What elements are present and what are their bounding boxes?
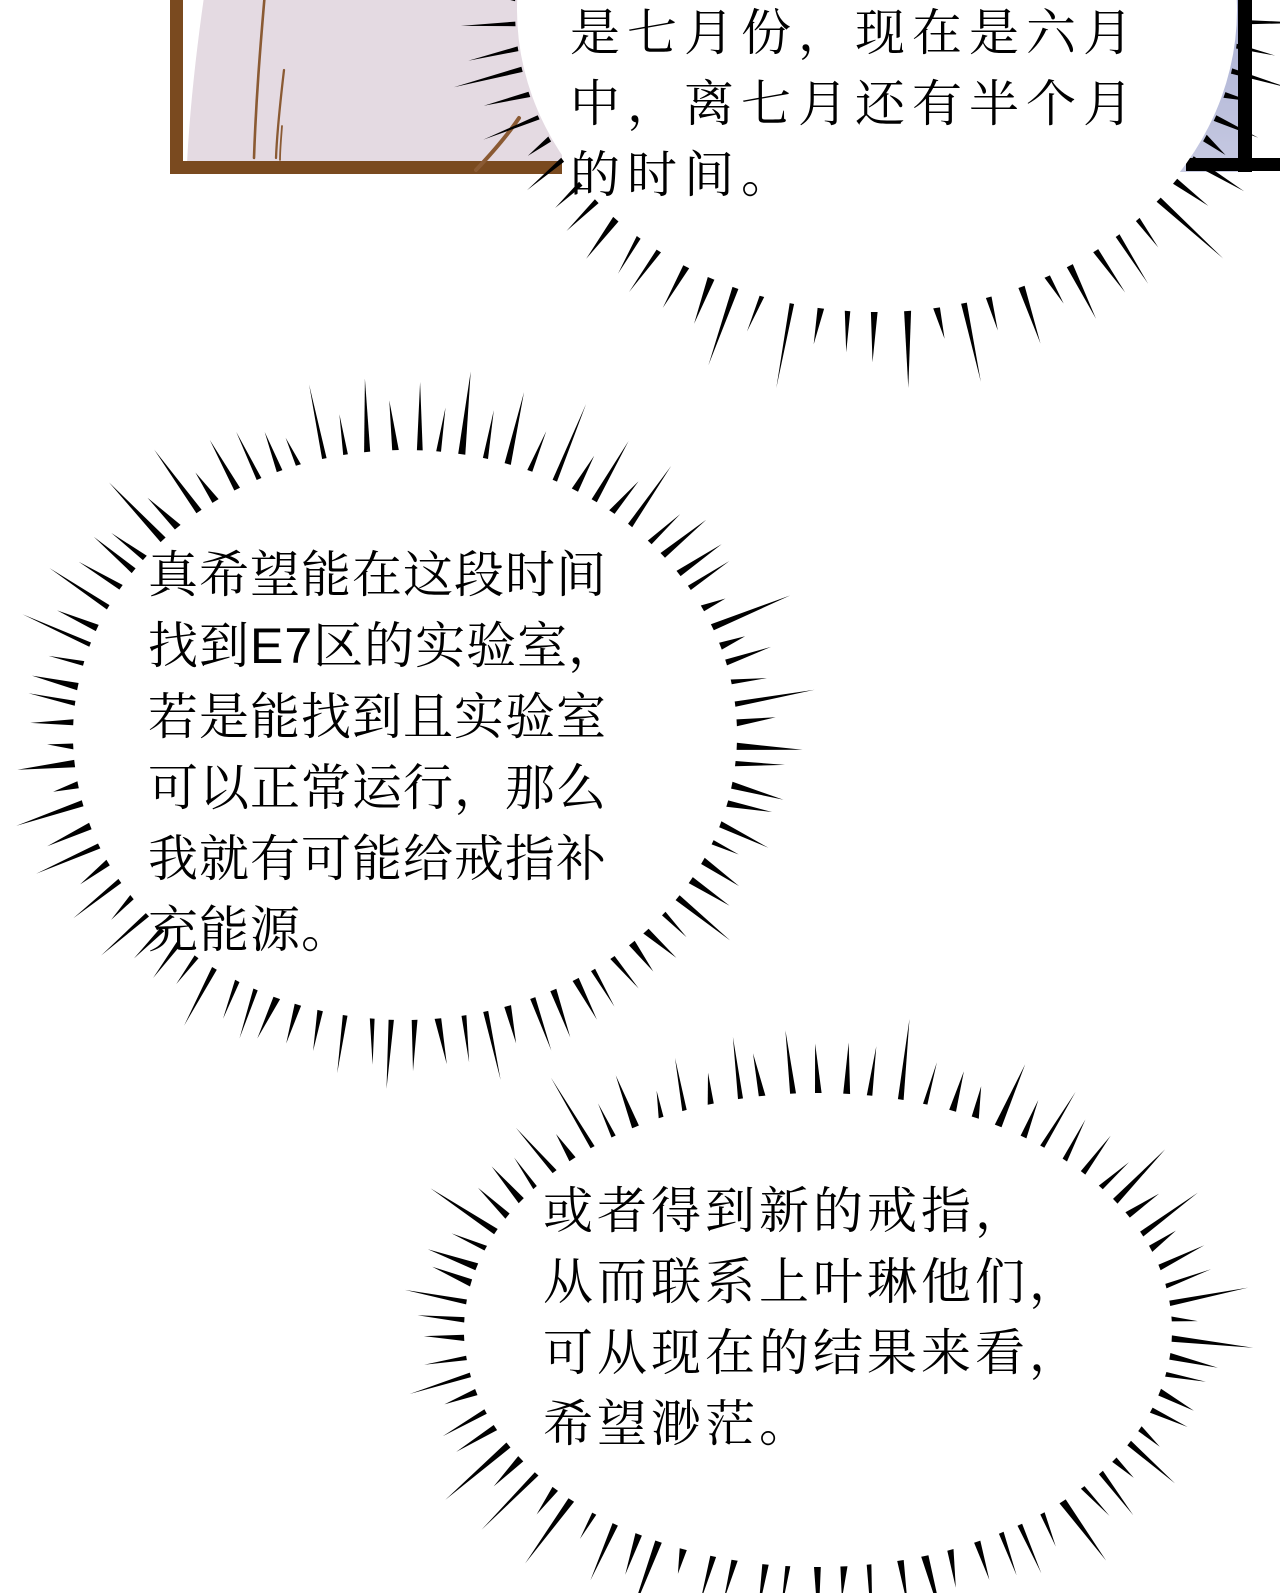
bubble-line: 从而联系上叶琳他们，: [543, 1254, 1083, 1310]
bubble-line: 真希望能在这段时间: [148, 547, 607, 603]
bubble-line: 若是能找到且实验室: [148, 689, 607, 745]
bubble-line: 的时间。: [570, 147, 798, 203]
bubble-line: 希望渺茫。: [543, 1396, 813, 1452]
bubble-line: 中，离七月还有半个月: [570, 76, 1140, 132]
thought-bubble-bottom-text: [543, 1176, 1083, 1460]
bubble-line: 或者得到新的戒指，: [543, 1183, 1029, 1239]
bubble-line: 我就有可能给戒指补: [148, 831, 607, 887]
thought-bubble-middle-text: [148, 540, 619, 966]
bubble-line: 充能源。: [148, 902, 352, 958]
bubble-line: 可从现在的结果来看，: [543, 1325, 1083, 1381]
bubble-line: 是七月份，现在是六月: [570, 5, 1140, 61]
bubble-line: 可以正常运行，那么: [148, 760, 607, 816]
bubble-line: 找到E7区的实验室，: [148, 618, 620, 674]
thought-bubble-top-text: [570, 0, 1140, 211]
